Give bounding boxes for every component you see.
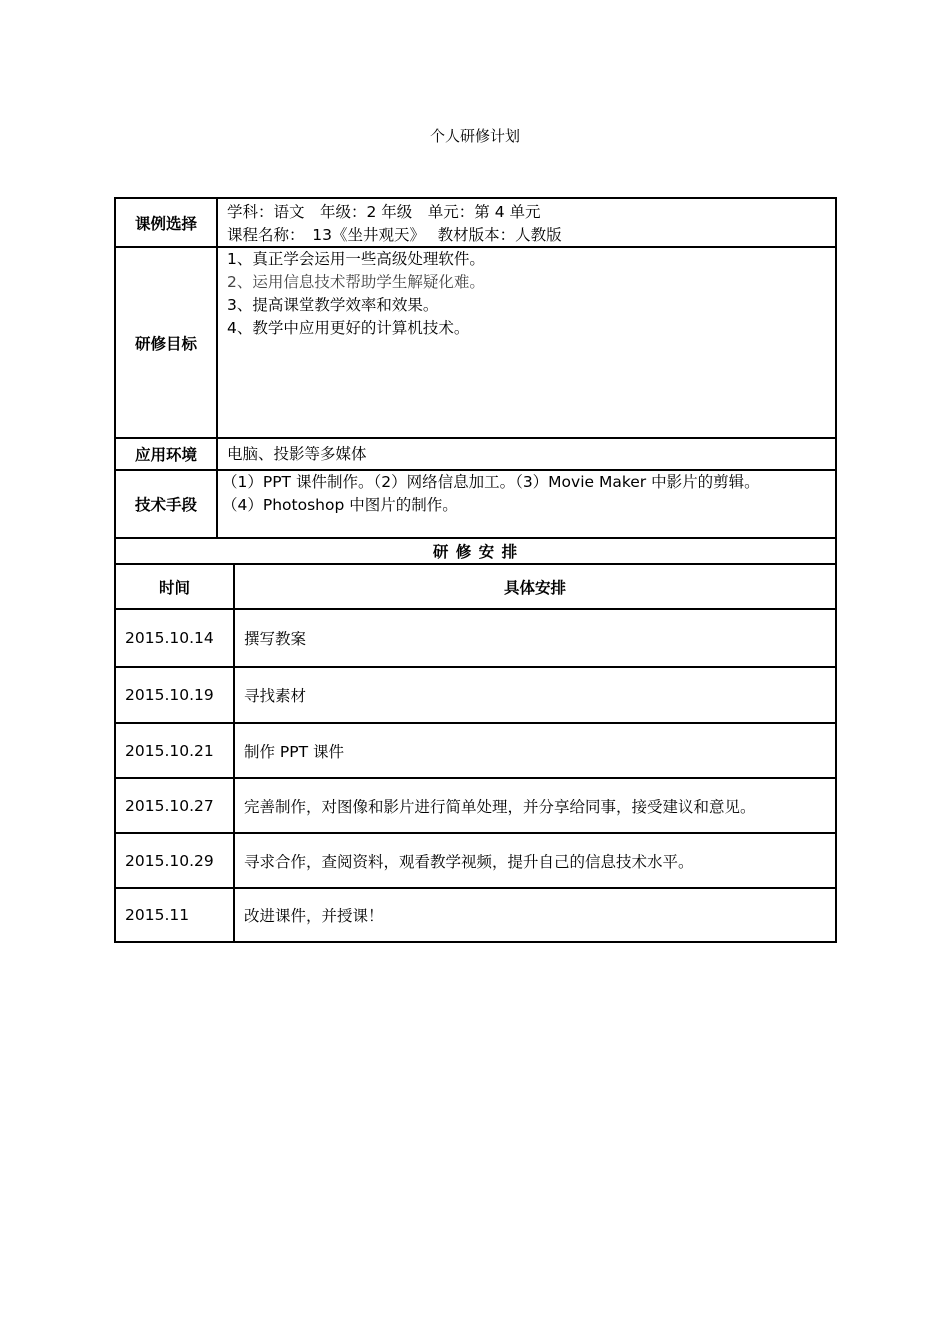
tech-list bbox=[222, 471, 834, 517]
row-plan: 撰写教案 bbox=[244, 630, 307, 648]
row-date: 2015.10.29 bbox=[125, 851, 214, 870]
row-date: 2015.10.21 bbox=[125, 741, 214, 760]
row-date: 2015.10.14 bbox=[125, 629, 214, 647]
env-label: 应用环境 bbox=[134, 446, 197, 464]
row-plan: 制作 PPT 课件 bbox=[244, 742, 345, 761]
course-line-subject: 学科：语文 年级：2 年级 单元：第 4 单元 bbox=[227, 203, 541, 221]
row-date: 2015.10.27 bbox=[125, 796, 214, 815]
row-plan: 改进课件，并授课！ bbox=[244, 907, 384, 925]
schedule-section-title: 研 修 安 排 bbox=[432, 543, 519, 561]
goal-item: 3、提高课堂教学效率和效果。 bbox=[227, 296, 439, 314]
tech-line: （4）Photoshop 中图片的制作。 bbox=[222, 496, 458, 514]
row-plan: 寻求合作，查阅资料，观看教学视频，提升自己的信息技术水平。 bbox=[244, 852, 694, 871]
tech-line: （1）PPT 课件制作。（2）网络信息加工。（3）Movie Maker 中影片的剪辑。 bbox=[222, 473, 760, 491]
course-line-name: 课程名称： 13《坐井观天》 教材版本：人教版 bbox=[227, 226, 562, 244]
goal-item: 2、运用信息技术帮助学生解疑化难。 bbox=[227, 273, 485, 291]
tech-label: 技术手段 bbox=[134, 496, 197, 514]
row-plan: 完善制作，对图像和影片进行简单处理，并分享给同事，接受建议和意见。 bbox=[244, 797, 756, 816]
page-title: 个人研修计划 bbox=[429, 127, 520, 145]
col-header-time: 时间 bbox=[158, 578, 190, 597]
row-plan: 寻找素材 bbox=[244, 687, 307, 705]
row-date: 2015.11 bbox=[125, 906, 190, 924]
row-date: 2015.10.19 bbox=[125, 686, 214, 704]
goal-item: 1、真正学会运用一些高级处理软件。 bbox=[227, 250, 485, 268]
goal-label: 研修目标 bbox=[134, 334, 197, 353]
col-header-plan: 具体安排 bbox=[503, 578, 566, 597]
goal-item: 4、教学中应用更好的计算机技术。 bbox=[227, 319, 470, 337]
course-info bbox=[227, 201, 833, 247]
course-label: 课例选择 bbox=[134, 214, 197, 233]
env-value: 电脑、投影等多媒体 bbox=[227, 445, 367, 463]
goal-list bbox=[227, 248, 833, 340]
